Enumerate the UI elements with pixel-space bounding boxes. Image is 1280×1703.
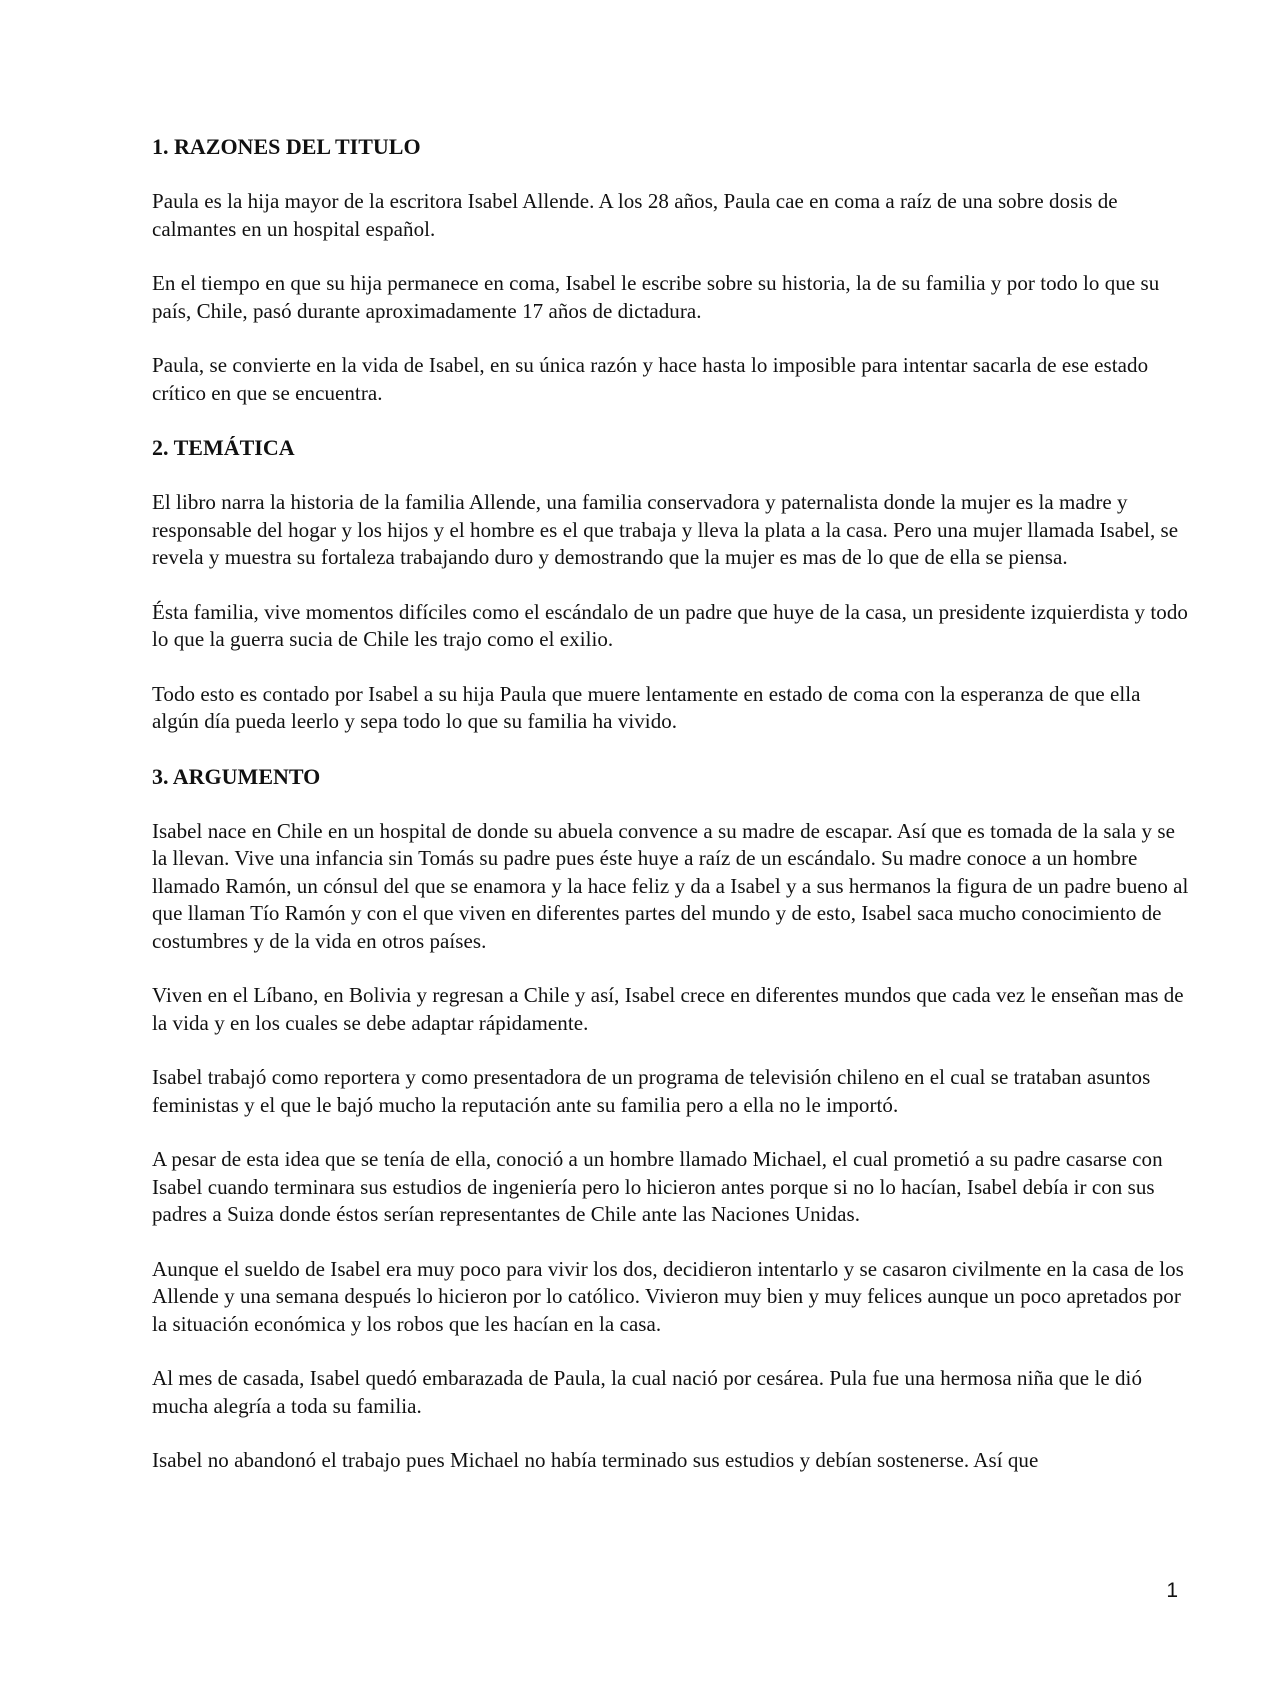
paragraph: Isabel no abandonó el trabajo pues Michael no había terminado sus estudios y debían sostenerse. Así que [152, 1448, 1039, 1472]
section-argumento [152, 763, 1192, 1475]
paragraph: En el tiempo en que su hija permanece en coma, Isabel le escribe sobre su historia, la de su familia y por todo lo que su país, Chile, pasó durante aproximadamente 17 años de dictadura. [152, 271, 1160, 323]
paragraph: Isabel trabajó como reportera y como presentadora de un programa de televisión chileno en el cual se trataban asuntos feministas y el que le bajó mucho la reputación ante su familia pero a ella no le importó. [152, 1065, 1151, 1117]
paragraph: Paula, se convierte en la vida de Isabel, en su única razón y hace hasta lo imposible para intentar sacarla de ese estado crítico en que se encuentra. [152, 353, 1149, 405]
page-number: 1 [1166, 1579, 1178, 1602]
paragraph: Paula es la hija mayor de la escritora Isabel Allende. A los 28 años, Paula cae en coma a raíz de una sobre dosis de calmantes en un hospital español. [152, 189, 1118, 241]
paragraph: El libro narra la historia de la familia Allende, una familia conservadora y paternalista donde la mujer es la madre y responsable del hogar y los hijos y el hombre es el que trabaja y lleva la plata a la casa. Pero una mujer llamada Isabel, se revela y muestra su fortaleza trabajando duro y demostrando que la mujer es mas de lo que de ella se piensa. [152, 490, 1179, 569]
paragraph: Aunque el sueldo de Isabel era muy poco para vivir los dos, decidieron intentarlo y se casaron civilmente en la casa de los Allende y una semana después lo hicieron por lo católico. Vivieron muy bien y muy felices aunque un poco apretados por la situación económica y los robos que les hacían en la casa. [152, 1256, 1184, 1336]
paragraph: A pesar de esta idea que se tenía de ella, conoció a un hombre llamado Michael, el cual prometió a su padre casarse con Isabel cuando terminara sus estudios de ingeniería pero lo hicieron antes porque si no lo hacían, Isabel debía ir con sus padres a Suiza donde éstos serían representantes de Chile ante las Naciones Unidas. [152, 1147, 1163, 1226]
section-heading: 1. RAZONES DEL TITULO [152, 134, 421, 159]
section-tematica [152, 434, 1192, 736]
document-page [152, 133, 1192, 1502]
paragraph: Al mes de casada, Isabel quedó embarazada de Paula, la cual nació por cesárea. Pula fue una hermosa niña que le dió mucha alegría a toda su familia. [152, 1366, 1142, 1418]
section-heading: 3. ARGUMENTO [152, 763, 321, 789]
paragraph: Todo esto es contado por Isabel a su hija Paula que muere lentamente en estado de coma con la esperanza de que ella algún día pueda leerlo y sepa todo lo que su familia ha vivido. [152, 681, 1141, 733]
section-razones-del-titulo [152, 133, 1192, 407]
section-heading: 2. TEMÁTICA [152, 435, 295, 460]
paragraph: Isabel nace en Chile en un hospital de donde su abuela convence a su madre de escapar. Así que es tomada de la sala y se la llevan. Vive una infancia sin Tomás su padre pues éste huye a raíz de un escándalo. Su madre conoce a un hombre llamado Ramón, un cónsul del que se enamora y la hace feliz y da a Isabel y a sus hermanos la figura de un padre bueno al que llaman Tío Ramón y con el que viven en diferentes partes del mundo y de esto, Isabel saca mucho conocimiento de costumbres y de la vida en otros países. [152, 818, 1189, 953]
paragraph: Viven en el Líbano, en Bolivia y regresan a Chile y así, Isabel crece en diferentes mundos que cada vez le enseñan mas de la vida y en los cuales se debe adaptar rápidamente. [152, 983, 1184, 1035]
paragraph: Ésta familia, vive momentos difíciles como el escándalo de un padre que huye de la casa, un presidente izquierdista y todo lo que la guerra sucia de Chile les trajo como el exilio. [152, 599, 1188, 651]
